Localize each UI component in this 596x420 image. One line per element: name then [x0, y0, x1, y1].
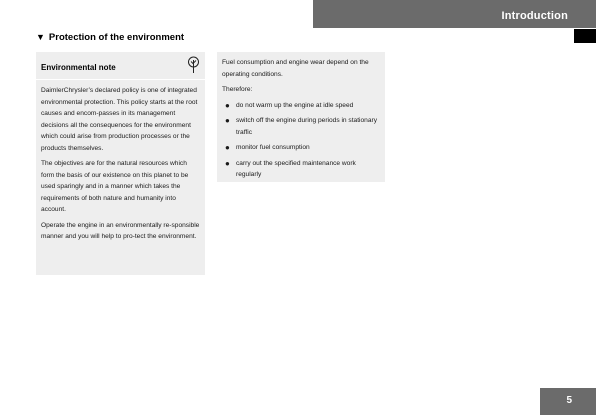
section-title-text: Protection of the environment [48, 32, 185, 43]
list-item [222, 158, 380, 181]
tree-icon [187, 56, 200, 74]
thumb-tab-marker [574, 29, 596, 43]
list-item [222, 100, 380, 112]
list-item-text: monitor fuel consumption [236, 144, 310, 151]
tips-list [222, 100, 380, 181]
bullet-icon: ● [225, 116, 230, 125]
triangle-down-icon: ▼ [36, 32, 45, 42]
note-paragraph: The objectives are for the natural resources which form the basis of our existence on this planet to be used sparingly and in a manner which takes the requirements of both nature and humanity into account. [41, 160, 189, 213]
therefore-label: Therefore: [222, 86, 253, 93]
page-number: 5 [566, 395, 572, 406]
list-item-text: do not warm up the engine at idle speed [236, 101, 354, 109]
environmental-note-box [36, 52, 205, 275]
bullet-icon: ● [225, 100, 230, 110]
page-number-box [540, 388, 596, 415]
note-heading: Environmental note [41, 63, 116, 72]
list-item-text: carry out the specified maintenance work regularly [236, 159, 356, 178]
header-bar [313, 0, 596, 28]
bullet-icon: ● [225, 143, 230, 152]
list-item-text: switch off the engine during periods in stationary traffic [236, 117, 377, 136]
header-title: Introduction [501, 10, 568, 22]
section-title [36, 32, 184, 43]
note-header [36, 52, 205, 80]
note-paragraph: DaimlerChrysler’s declared policy is one of integrated environmental protection. This policy starts at the root causes and encom-passes in its management decisions all the consequences for the environment which could arise from production processes or the products themselves. [41, 87, 198, 152]
list-item [222, 115, 380, 138]
fuel-intro: Fuel consumption and engine wear depend on the operating conditions. [222, 59, 369, 78]
fuel-tips-box [217, 52, 385, 182]
note-paragraph: Operate the engine in an environmentally re-sponsible manner and you will help to pro-tect the environment. [41, 221, 200, 240]
list-item [222, 142, 380, 154]
note-body [36, 80, 205, 243]
bullet-icon: ● [225, 158, 230, 168]
